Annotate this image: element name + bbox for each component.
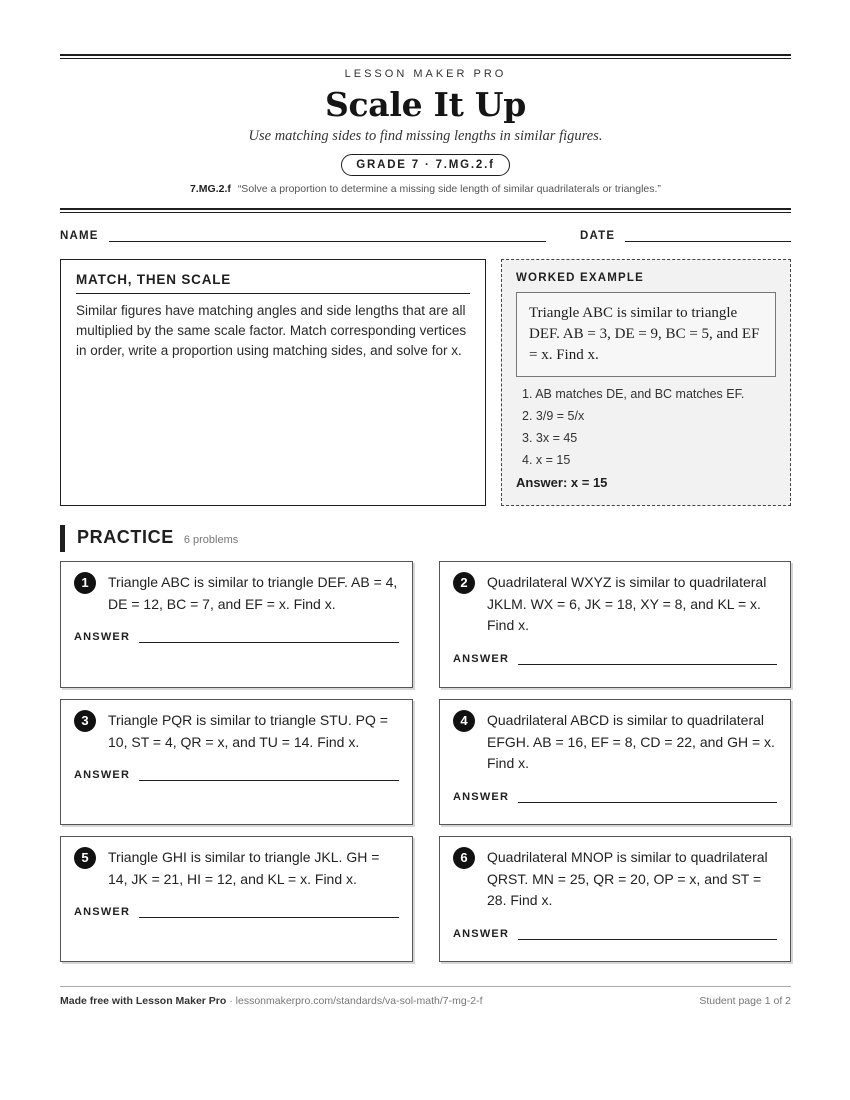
date-label: DATE — [580, 230, 616, 242]
problem-card-5 — [60, 836, 413, 962]
worked-example-box — [501, 259, 791, 506]
answer-field[interactable] — [518, 794, 777, 803]
name-label: NAME — [60, 230, 99, 242]
answer-field[interactable] — [518, 656, 777, 665]
worked-example-step: 3. 3x = 45 — [522, 431, 578, 445]
problem-card-4 — [439, 699, 791, 825]
worked-example-steps — [516, 383, 776, 471]
answer-label: ANSWER — [74, 631, 131, 643]
answer-field[interactable] — [139, 909, 399, 918]
match-text: Similar figures have matching angles and side lengths that are all multiplied by the same scale factor. Match corresponding vertices in order, write a proportion using matching sides, and solve for x. — [76, 303, 467, 358]
worked-example-answer: Answer: x = 15 — [516, 475, 608, 490]
worked-example-step: 2. 3/9 = 5/x — [522, 409, 585, 423]
footer-made-with: Made free with Lesson Maker Pro — [60, 995, 227, 1007]
answer-field[interactable] — [139, 634, 399, 643]
match-heading: MATCH, THEN SCALE — [76, 272, 470, 294]
practice-header — [60, 525, 791, 552]
standard-text: “Solve a proportion to determine a missing side length of similar quadrilaterals or triangles.” — [237, 183, 661, 195]
problem-number-badge: 5 — [74, 847, 96, 869]
answer-label: ANSWER — [453, 652, 510, 665]
problem-number-badge: 3 — [74, 710, 96, 732]
footer-page-number: Student page 1 of 2 — [699, 995, 791, 1007]
problem-text: Triangle PQR is similar to triangle STU. PQ = 10, ST = 4, QR = x, and TU = 14. Find x. — [108, 712, 388, 750]
problem-number-badge: 1 — [74, 572, 96, 594]
worked-example-heading: WORKED EXAMPLE — [516, 272, 644, 284]
worked-example-problem: Triangle ABC is similar to triangle DEF. AB = 3, DE = 9, BC = 5, and EF = x. Find x. — [516, 292, 776, 377]
problem-number-badge: 4 — [453, 710, 475, 732]
problem-text: Quadrilateral ABCD is similar to quadrilateral EFGH. AB = 16, EF = 8, CD = 22, and GH = x. Find x. — [487, 712, 775, 771]
grade-badge: GRADE 7 · 7.MG.2.f — [341, 154, 509, 176]
answer-label: ANSWER — [74, 769, 131, 781]
page-title: Scale It Up — [324, 85, 527, 124]
answer-label: ANSWER — [74, 906, 131, 918]
practice-grid — [60, 561, 791, 962]
footer-url[interactable]: · lessonmakerpro.com/standards/va-sol-math/7-mg-2-f — [226, 995, 483, 1007]
problem-number-badge: 2 — [453, 572, 475, 594]
problem-number-badge: 6 — [453, 847, 475, 869]
worked-example-step: 1. AB matches DE, and BC matches EF. — [522, 387, 745, 401]
practice-count: 6 problems — [183, 534, 239, 546]
answer-field[interactable] — [518, 931, 777, 940]
date-field[interactable] — [625, 232, 791, 242]
answer-label: ANSWER — [453, 790, 510, 803]
worked-example-step: 4. x = 15 — [522, 453, 571, 467]
problem-text: Triangle ABC is similar to triangle DEF. AB = 4, DE = 12, BC = 7, and EF = x. Find x. — [108, 574, 398, 612]
name-field[interactable] — [109, 232, 546, 242]
practice-title: PRACTICE — [77, 527, 174, 547]
worksheet-page — [60, 54, 791, 962]
match-then-scale-box — [60, 259, 486, 506]
problem-text: Triangle GHI is similar to triangle JKL. GH = 14, JK = 21, HI = 12, and KL = x. Find x. — [108, 849, 380, 887]
problem-card-2 — [439, 561, 791, 688]
problem-text: Quadrilateral MNOP is similar to quadrilateral QRST. MN = 25, QR = 20, OP = x, and ST = 28. Find x. — [487, 849, 768, 908]
brand-name: LESSON MAKER PRO — [344, 68, 507, 80]
header-bottom-rule — [60, 208, 791, 213]
answer-field[interactable] — [139, 772, 399, 781]
problem-text: Quadrilateral WXYZ is similar to quadrilateral JKLM. WX = 6, JK = 18, XY = 8, and KL = x. Find x. — [487, 574, 767, 633]
standard-line — [60, 183, 791, 195]
student-fields — [60, 230, 791, 242]
page-footer — [60, 986, 791, 1007]
problem-card-6 — [439, 836, 791, 962]
problem-card-1 — [60, 561, 413, 688]
problem-card-3 — [60, 699, 413, 825]
answer-label: ANSWER — [453, 927, 510, 940]
intro-section — [60, 259, 791, 506]
standard-code: 7.MG.2.f — [190, 183, 231, 195]
header-top-rule — [60, 54, 791, 59]
page-subtitle: Use matching sides to find missing lengths in similar figures. — [248, 128, 603, 144]
